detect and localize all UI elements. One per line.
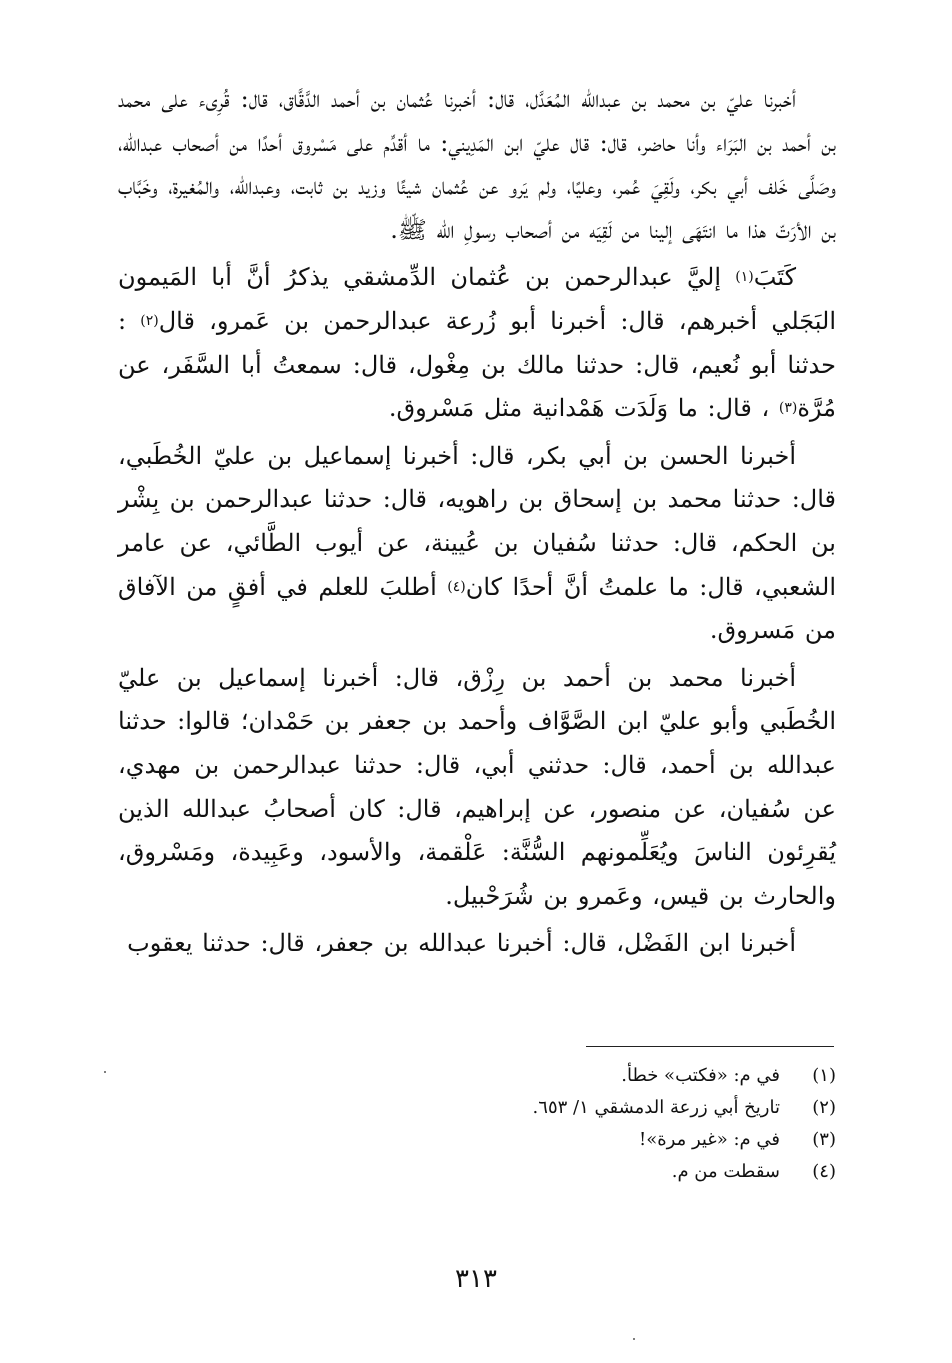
page-body bbox=[118, 78, 836, 970]
page-number: ٣١٣ bbox=[455, 1264, 497, 1294]
footnote-number: (١) bbox=[812, 1065, 836, 1086]
footnote-number: (٣) bbox=[812, 1129, 836, 1150]
footnote-ref-2[interactable]: (٢) bbox=[140, 312, 159, 329]
footnote-ref-3[interactable]: (٣) bbox=[778, 400, 798, 417]
footnote-number: (٤) bbox=[812, 1161, 836, 1182]
paragraph-3-text-a: أخبرنا الحسن بن أبي بكر، قال: أخبرنا إسماعيل بن عليّ الخُطَبي، قال: حدثنا محمد بن إسحاق بن راهويه، قال: حدثنا عبدالرحمن بن بِشْر بن الحكم، قال: حدثنا سُفيان بن عُيينة، عن أيوب الطَّائي، عن عامر الشعبي، قال: ما علمتُ أنَّ أحدًا كان bbox=[118, 441, 837, 601]
scan-speck bbox=[104, 1071, 106, 1073]
footnote-number: (٢) bbox=[812, 1097, 836, 1118]
footnote-separator bbox=[586, 1046, 834, 1047]
footnote-text: تاريخ أبي زرعة الدمشقي ١/ ٦٥٣. bbox=[532, 1097, 780, 1118]
paragraph-3-text-b: أطلبَ للعلم في أفقٍ من الآفاق من مَسروق. bbox=[118, 572, 836, 645]
footnote-text: في م: «فكتب» خطأ. bbox=[621, 1065, 780, 1086]
footnote-ref-1[interactable]: (١) bbox=[735, 269, 754, 286]
footnote-text: في م: «غير مرة»! bbox=[638, 1129, 780, 1150]
paragraph-5: أخبرنا ابن الفَضْل، قال: أخبرنا عبدالله بن جعفر، قال: حدثنا يعقوب bbox=[127, 929, 796, 958]
footnote-ref-4[interactable]: (٤) bbox=[447, 578, 466, 595]
footnote-text: سقطت من م. bbox=[671, 1161, 780, 1182]
paragraph-1: أخبرنا عليّ بن محمد بن عبدالله المُعَدَّل، قال: أخبرنا عُثمان بن أحمد الدَّقَّاق، قال: قُرِىء على محمد بن أحمد بن البَرَاء وأنا حاضر، قال: قال عليّ ابن المَدِيني: ما أقدِّم على مَسْروق أحدًا من أصحاب عبدالله، وصَلَّى خَلف أبي بكر، ولَقِيَ عُمر، وعليًا، ولم يَرو عن عُثمان شيئًا وزيد بن ثابت، وعبدالله، والمُغيرة، وخَبَّاب بن الأرَتّ هذا ما انتَهَى إلينا من لَقِيَه من أصحاب رسولِ الله ﷺ. bbox=[118, 85, 836, 244]
footnote-4 bbox=[336, 1156, 836, 1188]
paragraph-2-text-b: إليَّ عبدالرحمن بن عُثمان الدِّمشقي يذكرُ أنَّ أبا المَيمون البَجَلي أخبرهم، قال: أخبرنا أبو زُرعة عبدالرحمن بن عَمرو، قال bbox=[118, 263, 836, 335]
footnote-2 bbox=[336, 1092, 836, 1124]
scan-speck bbox=[633, 1338, 635, 1340]
paragraph-3 bbox=[118, 435, 836, 653]
footnote-3 bbox=[336, 1124, 836, 1156]
footnotes bbox=[336, 1060, 836, 1188]
paragraph-4: أخبرنا محمد بن أحمد بن رِزْق، قال: أخبرنا إسماعيل بن عليّ الخُطَبي وأبو عليّ ابن الصَّوَّاف وأحمد بن جعفر بن حَمْدان؛ قالوا: حدثنا عبدالله بن أحمد، قال: حدثني أبي، قال: حدثنا عبدالرحمن بن مهدي، عن سُفيان، عن منصور، عن إبراهيم، قال: كان أصحابُ عبدالله الذين يُقرِئون الناسَ ويُعَلِّمونهم السُّنَّة: عَلْقمة، والأسود، وعَبِيدة، ومَسْروق، والحارث بن قيس، وعَمرو بن شُرَحْبيل. bbox=[118, 663, 837, 910]
paragraph-2-text-c: : حدثنا أبو نُعيم، قال: حدثنا مالك بن مِغْول، قال: سمعتُ أبا السَّفَر، عن مُرَّة bbox=[118, 306, 836, 423]
paragraph-2-text-d: ، قال: ما وَلَدَت هَمْدانية مثل مَسْروق. bbox=[388, 394, 779, 423]
paragraph-2 bbox=[118, 256, 836, 430]
footnote-1 bbox=[336, 1060, 836, 1092]
paragraph-2-text-a: كَتَبَ bbox=[753, 263, 796, 292]
